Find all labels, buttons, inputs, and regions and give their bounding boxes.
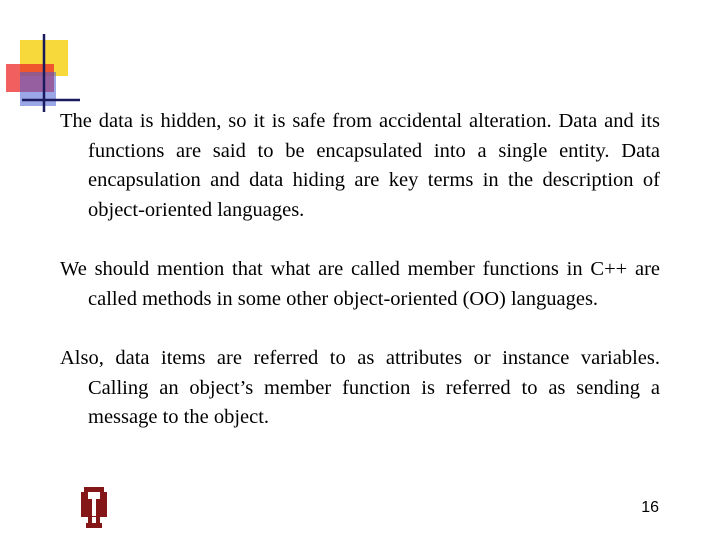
paragraph-member-functions: We should mention that what are called member functions in C++ are called methods in some other object-oriented (OO) languages. <box>60 258 660 310</box>
corner-decoration <box>0 0 80 120</box>
ou-logo-icon <box>78 487 110 529</box>
page-number: 16 <box>641 499 659 516</box>
paragraph-attributes: Also, data items are referred to as attributes or instance variables. Calling an object’s member function is referred to as sending a message to the object. <box>60 347 660 428</box>
paragraph-encapsulation: The data is hidden, so it is safe from accidental alteration. Data and its functions are said to be encapsulated into a single entity. Data encapsulation and data hiding are key terms in the description of object-oriented languages. <box>60 110 660 221</box>
slide-body <box>60 107 660 463</box>
